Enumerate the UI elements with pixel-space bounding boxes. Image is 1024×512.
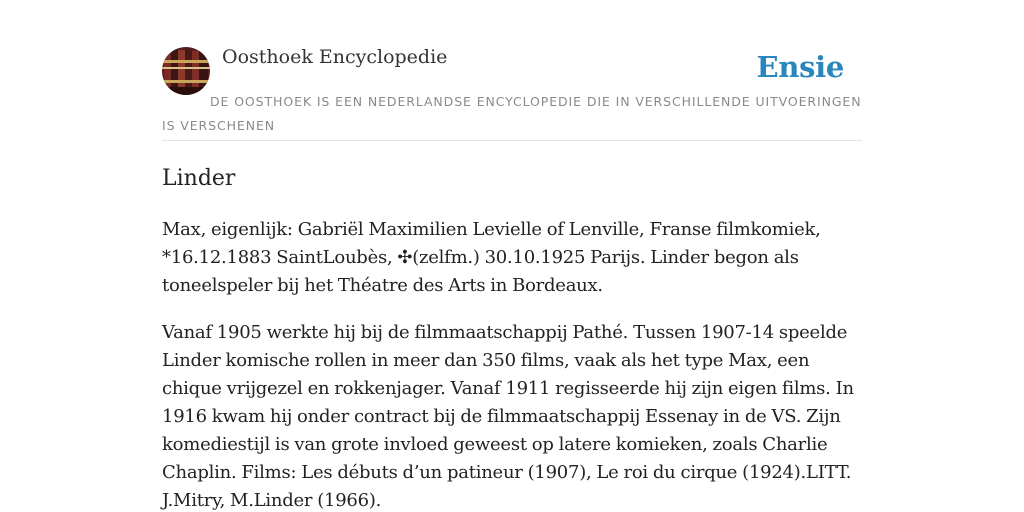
avatar[interactable]	[162, 47, 210, 95]
article	[162, 160, 862, 512]
brand-logo[interactable]: Ensie	[756, 50, 844, 84]
book-spines-icon	[162, 47, 210, 95]
article-paragraph: Vanaf 1905 werkte hij bij de filmmaatschappij Pathé. Tussen 1907-14 speelde Linder komische rollen in meer dan 350 films, vaak als het type Max, een chique vrijgezel en rokkenjager. Vanaf 1911 regisseerde hij zijn eigen films. In 1916 kwam hij onder contract bij de filmmaatschappij Essenay in de VS. Zijn komediestijl is van grote invloed geweest op latere komieken, zoals Charlie Chaplin. Films: Les débuts d’un patineur (1907), Le roi du cirque (1924).LITT. J.Mitry, M.Linder (1966).	[162, 322, 854, 511]
article-paragraph: Max, eigenlijk: Gabriël Maximilien Levielle of Lenville, Franse filmkomiek, *16.12.1883 SaintLoubès, ✣(zelfm.) 30.10.1925 Parijs. Linder begon als toneelspeler bij het Théatre des Arts in Bordeaux.	[162, 219, 821, 296]
page-title: Linder	[162, 166, 236, 191]
site-name[interactable]: Oosthoek Encyclopedie	[222, 46, 448, 68]
site-description: DE OOSTHOEK IS EEN NEDERLANDSE ENCYCLOPEDIE DIE IN VERSCHILLENDE UITVOERINGEN IS VERSCHENEN	[162, 94, 862, 133]
site-header	[162, 44, 862, 141]
